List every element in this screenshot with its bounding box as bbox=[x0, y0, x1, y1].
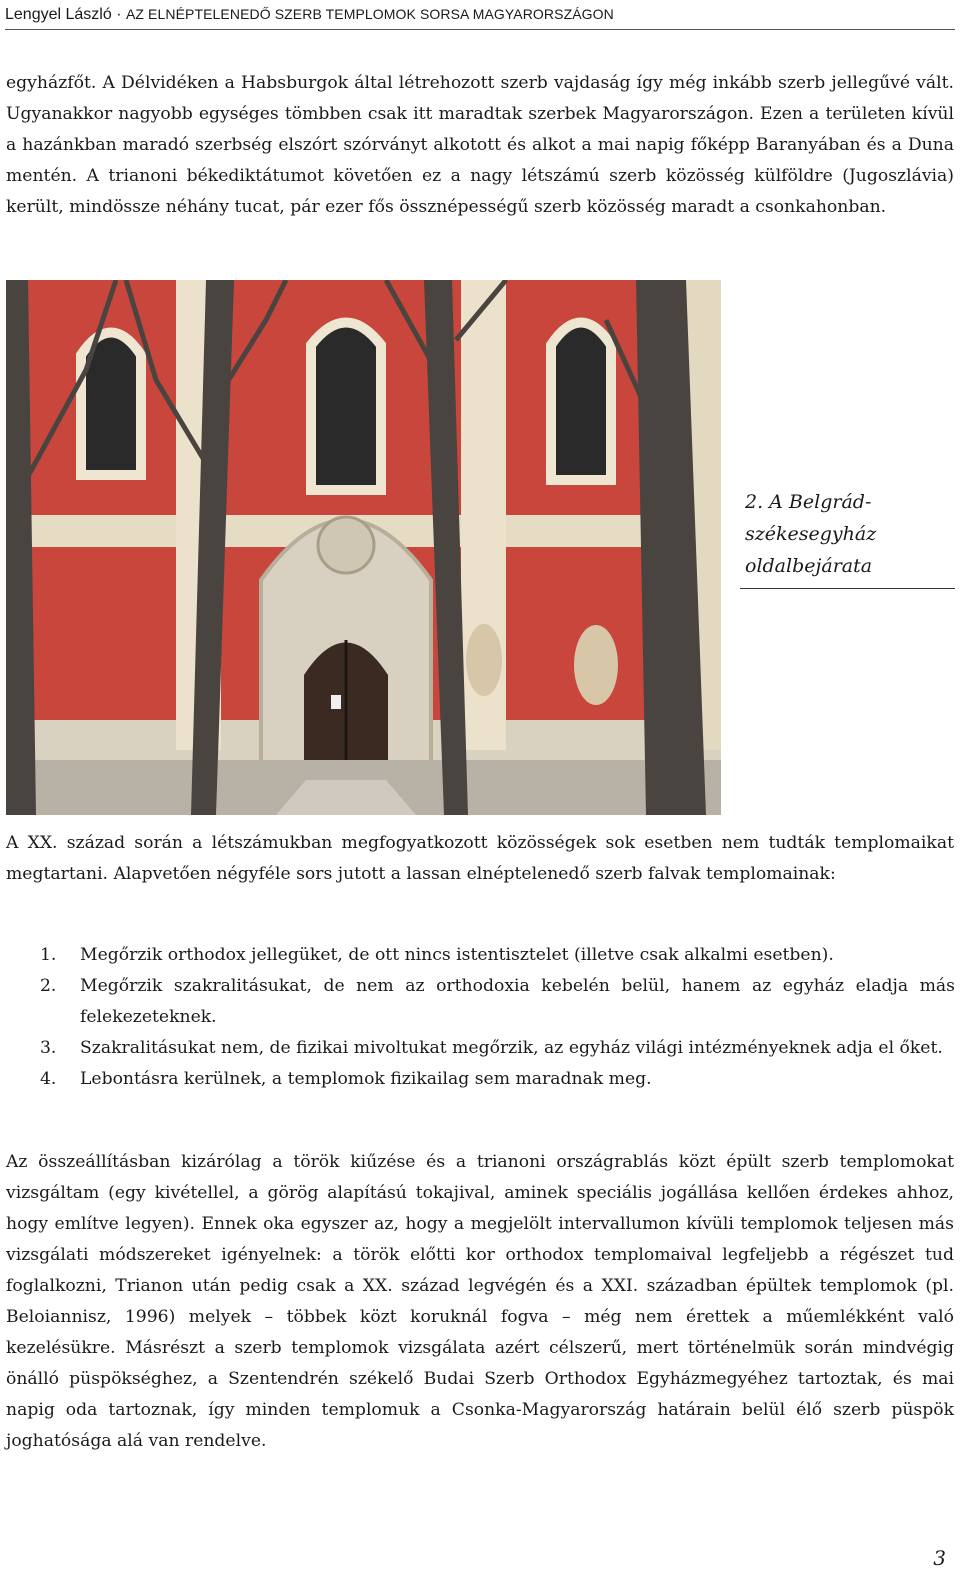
figure-caption: 2. A Belgrád-székesegyház oldalbejárata bbox=[745, 491, 877, 577]
list-item: 2. Megőrzik szakralitásukat, de nem az orthodoxia kebelén belül, hanem az egyház eladja más felekezeteknek. bbox=[40, 976, 955, 1027]
header-separator: · bbox=[111, 6, 126, 23]
list-item: 4. Lebontásra kerülnek, a templomok fizikailag sem maradnak meg. bbox=[40, 1069, 652, 1089]
caption-rule bbox=[740, 588, 955, 589]
header-title: AZ ELNÉPTELENEDŐ SZERB TEMPLOMOK SORSA MAGYARORSZÁGON bbox=[125, 6, 614, 22]
list-item: 1. Megőrzik orthodox jellegüket, de ott nincs istentisztelet (illetve csak alkalmi esetben). bbox=[40, 945, 834, 965]
running-header bbox=[5, 2, 955, 30]
header-author: Lengyel László bbox=[5, 6, 112, 23]
intro-paragraph: egyházfőt. A Délvidéken a Habsburgok által létrehozott szerb vajdaság így még inkább szerb jellegűvé vált. Ugyanakkor nagyobb egységes tömbben csak itt maradtak szerbek Magyarországon. Ezen a területen kívül a hazánkban maradó szerbség elszórt szórványt alkotott és alkot a mai napig főképp Baranyában és a Duna mentén. A trianoni békediktátumot követően ez a nagy létszámú szerb közösség külföldre (Jugoszlávia) került, mindössze néhány tucat, pár ezer fős össznépességű szerb közösség maradt a csonkahonban. bbox=[6, 73, 954, 217]
church-entrance-photo bbox=[6, 280, 721, 815]
fate-list bbox=[40, 940, 955, 1095]
page-number: 3 bbox=[933, 1546, 946, 1570]
list-item: 3. Szakralitásukat nem, de fizikai mivoltukat megőrzik, az egyház világi intézményeknek adja el őket. bbox=[40, 1038, 943, 1058]
century-paragraph: A XX. század során a létszámukban megfogyatkozott közösségek sok esetben nem tudták templomaikat megtartani. Alapvetően négyféle sors jutott a lassan elnéptelenedő szerb falvak templomainak: bbox=[6, 833, 954, 884]
study-paragraph: Az összeállításban kizárólag a török kiűzése és a trianoni országrablás közt épült szerb templomokat vizsgáltam (egy kivétellel, a görög alapítású tokajival, aminek speciális jogállása kellően érdekes ahhoz, hogy említve legyen). Ennek oka egyszer az, hogy a megjelölt intervallumon kívüli templomok teljesen más vizsgálati módszereket igényelnek: a török előtti kor orthodox templomaival legfeljebb a régészet tud foglalkozni, Trianon után pedig csak a XX. század legvégén és a XXI. században épültek templomok (pl. Beloiannisz, 1996) melyek – többek közt koruknál fogva – még nem érettek a műemlékként való kezelésükre. Másrészt a szerb templomok vizsgálata azért célszerű, mert történelmük során mindvégig önálló püspökséghez, a Szentendrén székelő Budai Szerb Orthodox Egyházmegyéhez tartoztak, és mai napig oda tartoznak, így minden templomuk a Csonka-Magyarország határain belül élő szerb püspök joghatósága alá van rendelve. bbox=[6, 1152, 954, 1451]
